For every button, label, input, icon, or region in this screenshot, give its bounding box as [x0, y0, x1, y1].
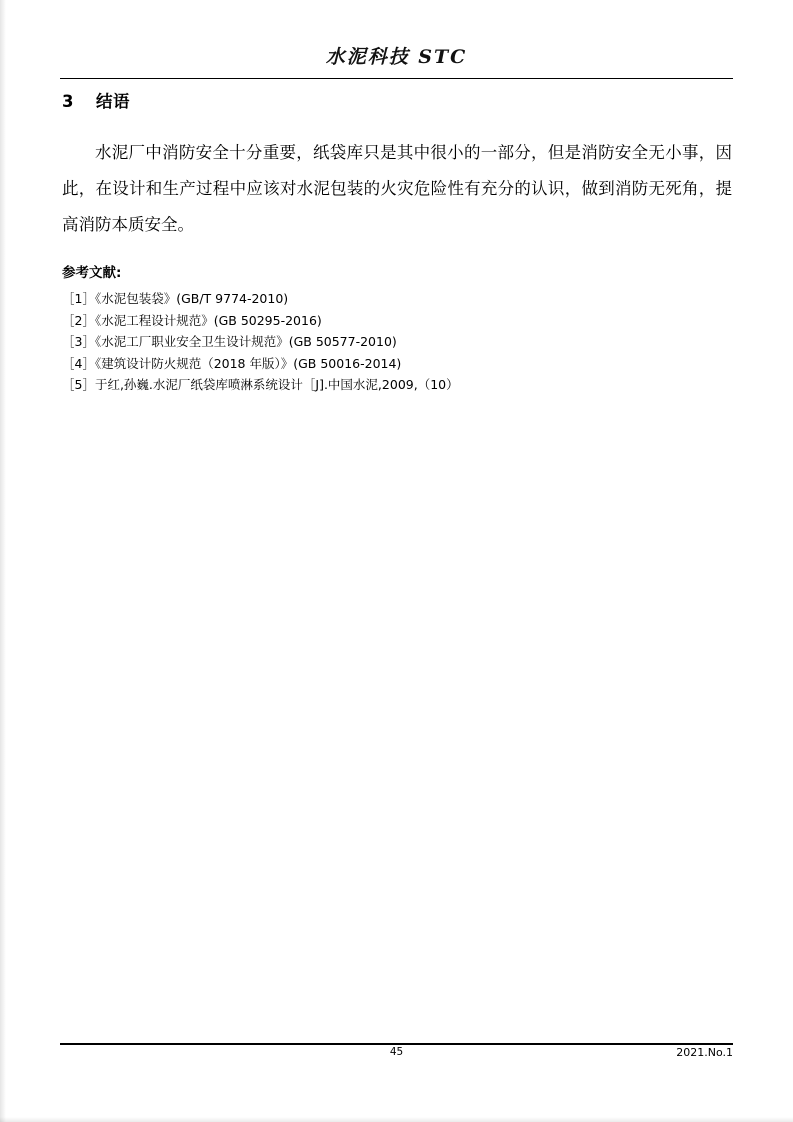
running-head: [60, 42, 733, 69]
footer-divider: [60, 1043, 733, 1045]
list-item: ［1］《水泥包装袋》(GB/T 9774-2010): [62, 291, 289, 306]
issue-label: 2021.No.1: [676, 1046, 733, 1059]
references-heading: 参考文献:: [62, 265, 122, 281]
scan-edge-shadow-bottom: [0, 1117, 793, 1122]
list-item: ［5］于红,孙巍.水泥厂纸袋库喷淋系统设计［J].中国水泥,2009,（10）: [62, 377, 459, 392]
body-paragraph: 水泥厂中消防安全十分重要，纸袋库只是其中很小的一部分，但是消防安全无小事，因此，在设计和生产过程中应该对水泥包装的火灾危险性有充分的认识，做到消防无死角，提高消防本质安全。: [62, 142, 732, 234]
list-item: ［3］《水泥工厂职业安全卫生设计规范》(GB 50577-2010): [62, 334, 397, 349]
header-divider: [60, 78, 733, 79]
section-number: 3: [62, 92, 74, 111]
list-item: ［4］《建筑设计防火规范（2018 年版）》(GB 50016-2014): [62, 355, 402, 371]
page-number: 45: [389, 1046, 404, 1058]
running-head-title: 水泥科技 STC: [325, 46, 468, 68]
section-title: 结语: [95, 92, 130, 111]
references-list: [62, 288, 732, 396]
section-heading: [62, 88, 130, 112]
list-item: ［2］《水泥工程设计规范》(GB 50295-2016): [62, 312, 322, 328]
scan-edge-shadow-left: [0, 0, 6, 1122]
